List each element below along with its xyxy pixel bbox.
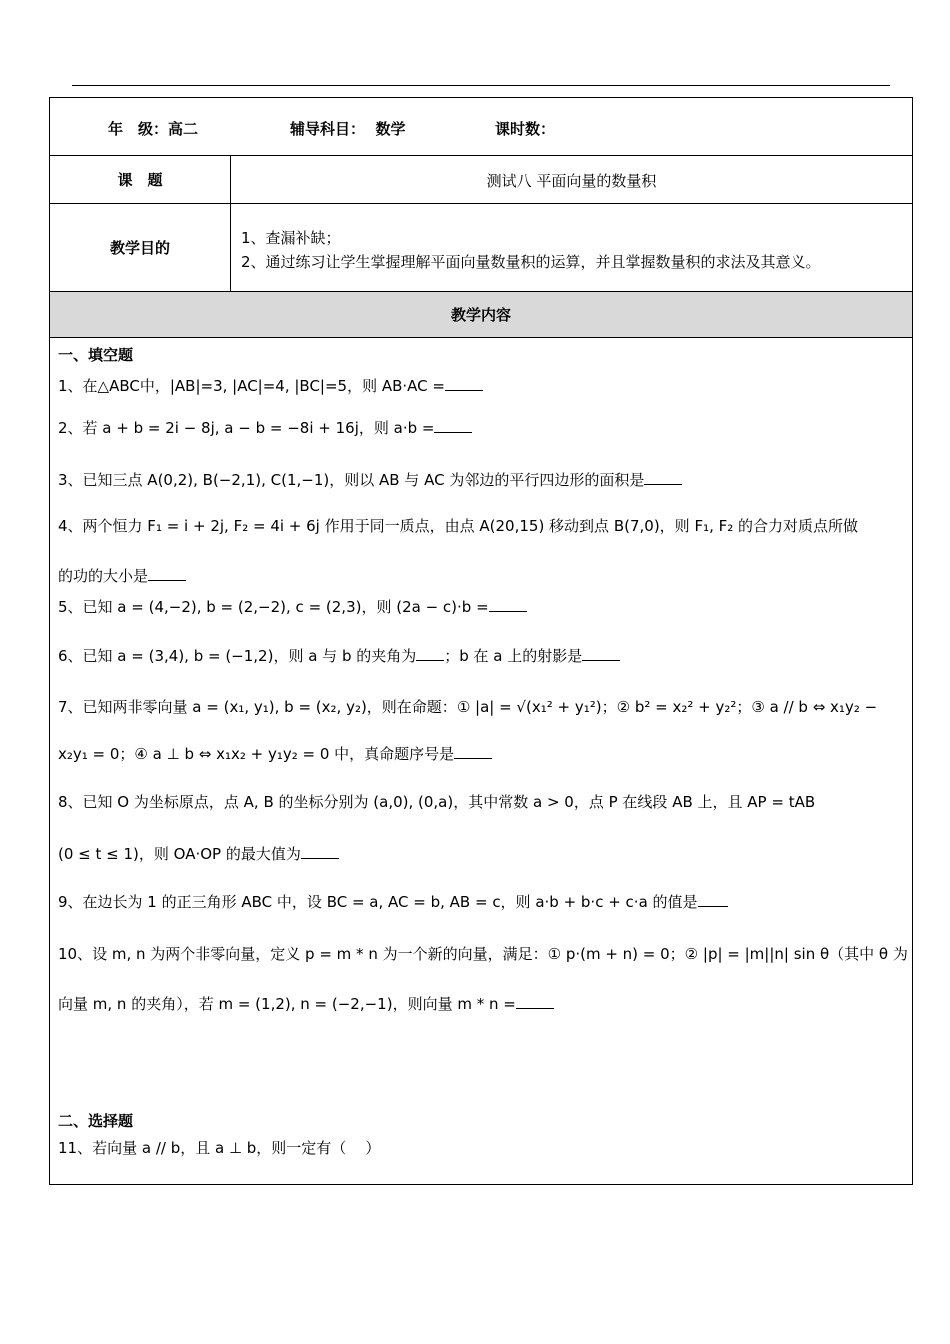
answer-blank [516, 994, 554, 1009]
question-6-text: 6、已知 a = (3,4), b = (−1,2)，则 a 与 b 的夹角为 [58, 647, 417, 665]
answer-blank [445, 376, 483, 391]
answer-blank [454, 744, 492, 759]
aim-label: 教学目的 [50, 204, 231, 291]
question-4-cont [58, 566, 904, 586]
question-8-cont [58, 844, 904, 864]
question-10-cont [58, 994, 904, 1014]
content-header-row [50, 292, 912, 338]
question-1 [58, 376, 904, 396]
top-rule [72, 85, 890, 86]
hours-label: 课时数： [495, 120, 556, 138]
question-6-text-cont: ；b 在 a 上的射影是 [444, 647, 583, 665]
question-7-text-cont: x₂y₁ = 0；④ a ⊥ b ⇔ x₁x₂ + y₁y₂ = 0 中，真命题序号是 [58, 745, 455, 763]
question-4-text: 4、两个恒力 F₁ = i + 2j, F₂ = 4i + 6j 作用于同一质点，由点 A(20,15) 移动到点 B(7,0)，则 F₁, F₂ 的合力对质点所做 [58, 517, 859, 535]
question-8-text-cont: (0 ≤ t ≤ 1)，则 OA·OP 的最大值为 [58, 845, 301, 863]
question-1-text: 1、在△ABC中，|AB|=3, |AC|=4, |BC|=5，则 AB·AC = [58, 377, 445, 395]
answer-blank [489, 597, 527, 612]
section-choice: 二、选择题 [58, 1112, 134, 1130]
question-5 [58, 597, 904, 617]
header-row [50, 98, 912, 156]
grade-label: 年 级：高二 [108, 120, 199, 138]
answer-blank [698, 892, 728, 907]
question-7 [58, 697, 904, 717]
question-7-cont [58, 744, 904, 764]
question-7-text: 7、已知两非零向量 a = (x₁, y₁), b = (x₂, y₂)，则在命题：① |a| = √(x₁² + y₁²)；② b² = x₂² + y₂²；③ a // b ⇔ x₁y₂ − [58, 698, 878, 716]
lesson-sheet [49, 97, 913, 1185]
question-11 [58, 1138, 904, 1158]
answer-blank [301, 844, 339, 859]
answer-blank [416, 646, 444, 661]
answer-blank [148, 566, 186, 581]
question-4 [58, 516, 904, 536]
topic-label: 课 题 [50, 156, 231, 203]
aim-text [241, 226, 821, 274]
question-8-text: 8、已知 O 为坐标原点，点 A, B 的坐标分别为 (a,0), (0,a)，其中常数 a > 0，点 P 在线段 AB 上，且 AP = tAB [58, 793, 816, 811]
answer-blank [644, 470, 682, 485]
aim-line-2: 2、通过练习让学生掌握理解平面向量数量积的运算，并且掌握数量积的求法及其意义。 [241, 253, 821, 271]
subject-label: 辅导科目： 数学 [290, 120, 406, 138]
topic-value: 测试八 平面向量的数量积 [486, 172, 657, 190]
question-5-text: 5、已知 a = (4,−2), b = (2,−2), c = (2,3)，则 (2a − c)·b = [58, 598, 489, 616]
question-10-text: 10、设 m, n 为两个非零向量，定义 p = m * n 为一个新的向量，满足：① p·(m + n) = 0；② |p| = |m||n| sin θ（其中 θ 为 [58, 945, 908, 963]
section-fill-in: 一、填空题 [58, 346, 134, 364]
topic-row [50, 156, 912, 204]
question-2-text: 2、若 a + b = 2i − 8j, a − b = −8i + 16j，则 a·b = [58, 419, 435, 437]
aim-row [50, 204, 912, 292]
question-6 [58, 646, 904, 666]
question-3 [58, 470, 904, 490]
answer-blank [434, 418, 472, 433]
content-title: 教学内容 [450, 306, 511, 324]
question-3-text: 3、已知三点 A(0,2), B(−2,1), C(1,−1)，则以 AB 与 AC 为邻边的平行四边形的面积是 [58, 471, 645, 489]
question-11-text: 11、若向量 a // b，且 a ⊥ b，则一定有（ ） [58, 1139, 381, 1157]
aim-line-1: 1、查漏补缺； [241, 229, 341, 247]
question-4-text-cont: 的功的大小是 [58, 567, 149, 585]
question-10 [58, 944, 908, 964]
question-9 [58, 892, 904, 912]
question-9-text: 9、在边长为 1 的正三角形 ABC 中，设 BC = a, AC = b, AB = c，则 a·b + b·c + c·a 的值是 [58, 893, 698, 911]
question-2 [58, 418, 904, 438]
question-10-text-cont: 向量 m, n 的夹角），若 m = (1,2), n = (−2,−1)，则向量 m * n = [58, 995, 516, 1013]
answer-blank [582, 646, 620, 661]
question-8 [58, 792, 904, 812]
